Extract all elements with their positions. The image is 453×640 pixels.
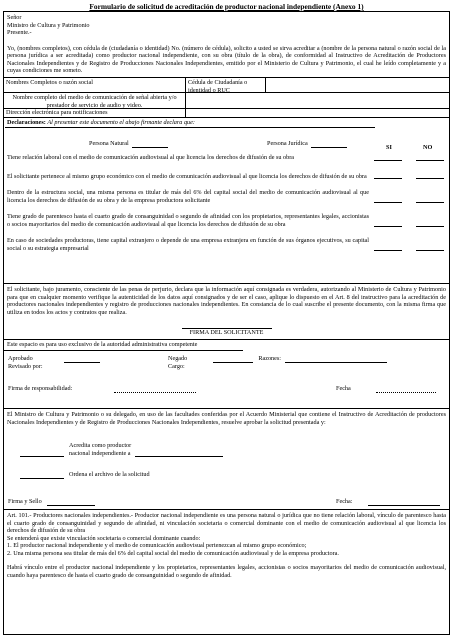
- form-title: Formulario de solicitud de acreditación de productor nacional independiente (Anexo 1): [89, 2, 364, 11]
- oath-text: El solicitante, bajo juramento, consciente de las penas de perjurio, declara que la información aquí consignada es verdadera, autorizando al Ministerio de Cultura y Patrimonio para que en cualquier momento verifique la autenticidad de los datos aquí consignados y de ser el caso, aplique lo dispuesto en el Art. 8 del instructivo para la acreditación de productores nacionales independientes y registro de producciones nacionales independientes. En constancia de lo cual suscribe el presente documento, con la misma firma que utiliza en todos los actos y contratos que realiza.: [7, 285, 446, 316]
- article-section: [4, 510, 449, 581]
- denied-check[interactable]: [213, 362, 253, 363]
- reviewed-label: Revisado por:: [8, 362, 43, 370]
- role-label: Cargo:: [168, 362, 185, 370]
- signature-label: FIRMA DEL SOLICITANTE: [189, 329, 264, 337]
- field-id-input[interactable]: [266, 78, 449, 92]
- declaration-1-no[interactable]: [416, 159, 444, 161]
- denied-label: Negado: [168, 354, 188, 362]
- declaration-item: Dentro de la estructura social, una misma persona es titular de más del 6% del capital social del medio de comunicación audiovisual al que licencia los derechos de difusión de su obra y de la empresa productora solicitante: [7, 189, 446, 204]
- declaration-5-no[interactable]: [416, 249, 444, 251]
- approved-label: Aprobado: [8, 354, 33, 362]
- field-medium-input[interactable]: [186, 93, 449, 108]
- field-email-input[interactable]: [186, 109, 449, 117]
- addressee-block: [4, 12, 449, 77]
- yes-header: SI: [386, 143, 392, 151]
- intro-paragraph: Yo, (nombres completos), con cédula de (ciudadanía o identidad) No. (número de cédula), solicito a usted se sirva acreditar a (nombre de la persona natural o razón social de la persona jurídica a ser acreditada) como productor nacional independiente, con su obra (título de la obra), de conformidad al Instructivo de Acreditación de Productores Nacionales Independientes y de Registro de Producciones Nacionales Independientes, emitido por el Ministerio de Cultura y Patrimonio, el cual he leído completamente y a cuyas condiciones me someto.: [7, 44, 446, 75]
- declaration-2-no[interactable]: [416, 177, 444, 179]
- minister-sign-label: Firma y Sello: [8, 497, 42, 505]
- minister-date-field[interactable]: [368, 505, 440, 506]
- article-paragraph-4: 2. Una misma persona sea titular de más del 6% del capital social del medio de comunicación audiovisual y de la empresa productora.: [7, 549, 339, 557]
- admin-date-label: Fecha: [336, 384, 351, 392]
- oath-section: [4, 284, 449, 340]
- admin-section: [4, 340, 449, 409]
- declaration-item: El solicitante pertenece al mismo grupo económico con el medio de comunicación audiovisual al que licencia los derechos de difusión de su obra: [7, 173, 446, 181]
- form-body: [3, 11, 450, 635]
- responsible-field[interactable]: [114, 392, 196, 393]
- declaration-item: Tiene grado de parentesco hasta el cuarto grado de consanguinidad o segundo de afinidad con los propietarios, representantes legales, accionistas o socios mayoritarios del medio de comunicación audiovisual al que licencia los derechos de difusión de su obra: [7, 213, 446, 228]
- reasons-field[interactable]: [285, 362, 387, 363]
- field-medium-label: Nombre completo del medio de comunicación de señal abierta y/o prestador de servicio de audio y video.: [4, 93, 186, 108]
- natural-person-check[interactable]: [132, 147, 168, 148]
- declaration-item: Tiene relación laboral con el medio de comunicación audiovisual al que licencia los derechos de difusión de su obra: [7, 154, 446, 162]
- responsible-label: Firma de responsabilidad:: [8, 384, 73, 392]
- field-names-label: Nombres Completos o razón social: [4, 78, 186, 92]
- reasons-label: Razones:: [258, 354, 282, 362]
- declaration-2-yes[interactable]: [374, 177, 402, 179]
- minister-section: [4, 409, 449, 510]
- declaration-3-yes[interactable]: [374, 201, 402, 203]
- article-paragraph-1: Art. 101.- Productores nacionales independientes.- Productor nacional independiente es una persona natural o jurídica que no tiene relación laboral, vínculo de parentesco hasta el cuarto grado de consanguinidad y segundo de afinidad, ni vinculación societaria o comercial dominante con el medio de comunicación audiovisual al que licencia los derechos de difusión de su obra: [7, 511, 446, 535]
- declaration-4-yes[interactable]: [374, 225, 402, 227]
- minister-date-label: Fecha:: [336, 497, 353, 505]
- form-page: [3, 2, 450, 636]
- field-id-label: Cédula de Ciudadanía o identidad o RUC: [186, 78, 266, 92]
- admin-date-field[interactable]: [376, 392, 436, 393]
- accredit-check[interactable]: [20, 456, 64, 457]
- archive-label: Ordena el archivo de la solicitud: [69, 470, 150, 478]
- declaration-5-yes[interactable]: [374, 249, 402, 251]
- article-paragraph-5: Habrá vínculo entre el productor nacional independiente y los propietarios, representantes legales, accionistas o socios mayoritarios del medio de comunicación audiovisual, cuando haya parentesco de hasta el cuarto grado de consanguinidad o segundo de afinidad.: [7, 564, 446, 579]
- field-email-label: Dirección electrónica para notificaciones: [4, 109, 186, 117]
- minister-sign-field[interactable]: [47, 505, 95, 506]
- declaration-3-no[interactable]: [416, 201, 444, 203]
- declaration-1-yes[interactable]: [374, 159, 402, 161]
- approved-check[interactable]: [64, 362, 100, 363]
- natural-person-label: Persona Natural: [89, 139, 129, 147]
- fields-table: [4, 77, 449, 118]
- declaration-item: En caso de sociedades productoras, tiene capital extranjero o depende de una empresa extranjera en función de sus órganos ejecutivos, su capital social o su estrategia empresarial: [7, 237, 446, 252]
- legal-person-label: Persona Jurídica: [267, 139, 308, 147]
- addressee-line-2: Ministro de Cultura y Patrimonio: [7, 21, 90, 29]
- no-header: NO: [423, 143, 433, 151]
- legal-person-check[interactable]: [311, 147, 347, 148]
- minister-text: El Ministro de Cultura y Patrimonio o su delegado, en uso de las facultades conferidas por el Acuerdo Ministerial que contiene el Instructivo de Acreditación de productores Nacionales Independientes y de Registro de Producciones Nacionales Independientes, resuelve aprobar la solicitud presentada y:: [7, 410, 446, 426]
- accredit-label: Acredita como productor nacional independiente a: [69, 441, 132, 457]
- declarations-section: [4, 118, 449, 284]
- archive-check[interactable]: [20, 478, 64, 479]
- addressee-line-1: Señor: [7, 14, 22, 21]
- declaration-4-no[interactable]: [416, 225, 444, 227]
- accredit-name-field[interactable]: [135, 456, 223, 457]
- addressee-line-3: Presente.-: [7, 29, 32, 37]
- article-paragraph-3: 1. El productor nacional independiente y el medio de comunicación audiovisual pertenezcan al mismo grupo económico;: [7, 542, 307, 550]
- declarations-label: Declaraciones:: [7, 118, 46, 126]
- declarations-note: Al presentar este documento el abajo firmante declara que:: [47, 118, 195, 126]
- article-paragraph-2: Se entenderá que existe vinculación societaria o comercial dominante cuando:: [7, 534, 201, 542]
- admin-header: Este espacio es para uso exclusivo de la autoridad administrativa competente: [4, 340, 243, 351]
